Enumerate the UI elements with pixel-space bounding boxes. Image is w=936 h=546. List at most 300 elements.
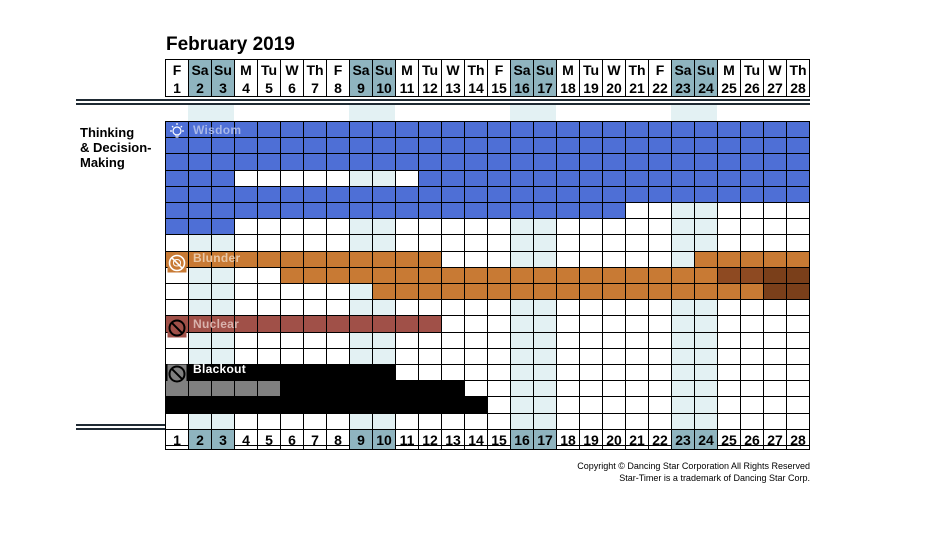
grid-cell [510,348,534,365]
grid-cell [257,413,281,430]
spacer-cell [280,105,303,121]
day-number: 26 [744,80,760,96]
grid-cell [280,137,304,154]
grid-cell [694,251,718,268]
grid-cell [372,267,396,284]
day-name: M [401,62,413,78]
grid-cell [464,283,488,300]
grid-cell [763,283,787,300]
grid-cell [349,234,373,251]
grid-cell [786,186,810,203]
day-footer-26: 26 [740,429,764,450]
grid-cell [234,234,258,251]
grid-cell [372,218,396,235]
grid-cell [395,218,419,235]
grid-cell [717,121,741,138]
day-number: 13 [445,80,461,96]
day-number: 18 [560,80,576,96]
grid-cell [556,170,580,187]
day-footer-14: 14 [464,429,488,450]
grid-cell [280,170,304,187]
grid-cell [418,364,442,381]
grid-cell [487,153,511,170]
grid-cell [740,299,764,316]
grid-cell [280,364,304,381]
grid-cell [326,364,350,381]
grid-cell [211,396,235,413]
grid-cell [786,348,810,365]
grid-cell [648,315,672,332]
day-number: 19 [583,80,599,96]
spacer-cell [786,105,809,121]
day-number: 15 [491,80,507,96]
day-header-1 [165,59,189,97]
grid-cell [717,267,741,284]
day-name: Th [306,62,324,78]
grid-cell [717,283,741,300]
grid-cell [556,315,580,332]
grid-cell [786,396,810,413]
grid-cell [349,186,373,203]
grid-cell [648,218,672,235]
grid-cell [464,170,488,187]
grid-cell [257,251,281,268]
grid-cell [579,299,603,316]
grid-cell [303,267,327,284]
grid-cell [694,186,718,203]
grid-cell [165,299,189,316]
grid-cell [303,218,327,235]
grid-cell [533,396,557,413]
grid-cell [579,283,603,300]
grid-cell [786,218,810,235]
grid-cell [694,413,718,430]
grid-cell [257,364,281,381]
grid-cell [326,396,350,413]
day-number: 12 [422,80,438,96]
grid-cell [464,186,488,203]
grid-cell [740,283,764,300]
grid-cell [395,413,419,430]
day-number: 7 [311,80,319,96]
day-footer-7: 7 [303,429,327,450]
grid-cell [671,315,695,332]
grid-cell [579,332,603,349]
grid-cell [740,186,764,203]
grid-cell [648,137,672,154]
grid-cell [395,267,419,284]
grid-cell [326,137,350,154]
grid-cell [464,153,488,170]
grid-cell [556,202,580,219]
grid-cell [533,364,557,381]
day-header-24 [694,59,718,97]
grid-cell [487,137,511,154]
grid-cell [257,299,281,316]
band-label-wisdom: Wisdom [193,123,242,137]
grid-cell [165,202,189,219]
grid-cell [510,186,534,203]
grid-cell [441,315,465,332]
grid-cell [326,332,350,349]
grid-cell [165,283,189,300]
grid-cell [441,137,465,154]
grid-cell [280,267,304,284]
grid-cell [303,170,327,187]
grid-cell [533,121,557,138]
grid-cell [579,121,603,138]
day-footer-25: 25 [717,429,741,450]
grid-cell [648,234,672,251]
day-number: 14 [468,80,484,96]
grid-cell [579,348,603,365]
grid-cell [648,299,672,316]
grid-cell [579,396,603,413]
grid-cell [740,413,764,430]
day-header-5 [257,59,281,97]
grid-cell [165,413,189,430]
grid-cell [372,299,396,316]
grid-cell [257,186,281,203]
grid-cell [602,299,626,316]
grid-cell [533,218,557,235]
grid-cell [395,186,419,203]
grid-cell [349,153,373,170]
grid-cell [556,283,580,300]
grid-cell [372,121,396,138]
grid-cell [211,153,235,170]
grid-cell [694,267,718,284]
grid-cell [418,299,442,316]
grid-cell [464,299,488,316]
day-number: 17 [537,80,553,96]
grid-cell [464,413,488,430]
grid-cell [786,121,810,138]
grid-cell [349,121,373,138]
day-footer-27: 27 [763,429,787,450]
grid-cell [234,283,258,300]
grid-cell [556,267,580,284]
grid-cell [418,332,442,349]
grid-cell [740,153,764,170]
grid-cell [648,267,672,284]
grid-cell [257,332,281,349]
grid-cell [211,267,235,284]
spacer-cell [188,105,211,121]
spacer-cell [533,105,556,121]
day-name: Su [697,62,715,78]
grid-cell [717,234,741,251]
day-footer-28: 28 [786,429,810,450]
grid-cell [510,218,534,235]
grid-cell [602,413,626,430]
grid-cell [602,121,626,138]
day-number: 16 [514,80,530,96]
grid-cell [372,315,396,332]
grid-cell [349,396,373,413]
grid-cell [648,348,672,365]
day-footer-5: 5 [257,429,281,450]
grid-cell [648,283,672,300]
grid-cell [326,283,350,300]
grid-cell [671,186,695,203]
grid-cell [510,251,534,268]
grid-cell [694,170,718,187]
grid-cell [625,413,649,430]
grid-cell [257,315,281,332]
day-footer-20: 20 [602,429,626,450]
grid-cell [326,380,350,397]
grid-cell [694,348,718,365]
grid-cell [556,186,580,203]
day-header-22 [648,59,672,97]
spacer-cell [165,105,188,121]
grid-cell [257,283,281,300]
grid-cell [464,137,488,154]
grid-cell [234,413,258,430]
section-label: Thinking & Decision- Making [80,125,152,170]
grid-cell [625,186,649,203]
grid-cell [211,202,235,219]
grid-cell [418,251,442,268]
grid-cell [418,186,442,203]
grid-cell [648,251,672,268]
day-number: 23 [675,80,691,96]
grid-cell [211,283,235,300]
grid-cell [418,137,442,154]
day-number: 2 [196,80,204,96]
day-name: M [723,62,735,78]
spacer-cell [441,105,464,121]
grid-cell [602,283,626,300]
grid-cell [671,202,695,219]
grid-cell [234,299,258,316]
grid-cell [487,396,511,413]
grid-cell [786,380,810,397]
grid-cell [671,121,695,138]
grid-cell [372,186,396,203]
grid-cell [717,380,741,397]
grid-cell [188,413,212,430]
spacer-cell [694,105,717,121]
grid-cell [349,267,373,284]
grid-cell [372,396,396,413]
spacer-cell [602,105,625,121]
grid-cell [487,283,511,300]
grid-cell [395,332,419,349]
grid-cell [694,380,718,397]
day-header-7 [303,59,327,97]
grid-cell [671,348,695,365]
grid-cell [671,380,695,397]
grid-cell [372,251,396,268]
grid-cell [349,348,373,365]
day-footer-13: 13 [441,429,465,450]
grid-cell [464,364,488,381]
no-symbol-icon [167,364,187,384]
grid-cell [234,153,258,170]
day-name: Sa [674,62,692,78]
grid-cell [625,137,649,154]
grid-cell [625,332,649,349]
grid-cell [694,153,718,170]
grid-cell [188,153,212,170]
grid-cell [303,234,327,251]
grid-cell [602,267,626,284]
grid-cell [487,267,511,284]
grid-cell [303,315,327,332]
grid-cell [556,332,580,349]
day-name: Su [214,62,232,78]
grid-cell [257,396,281,413]
grid-cell [625,380,649,397]
grid-cell [579,413,603,430]
grid-cell [556,396,580,413]
grid-cell [303,396,327,413]
grid-cell [487,299,511,316]
grid-cell [533,299,557,316]
grid-cell [257,218,281,235]
grid-cell [717,299,741,316]
day-name: Tu [743,62,761,78]
grid-cell [510,170,534,187]
grid-cell [372,234,396,251]
spacer-cell [556,105,579,121]
grid-cell [602,380,626,397]
grid-cell [671,218,695,235]
grid-cell [418,315,442,332]
day-number: 9 [357,80,365,96]
grid-cell [510,234,534,251]
copyright-notice [577,460,810,484]
grid-cell [372,153,396,170]
grid-cell [395,121,419,138]
day-header-8 [326,59,350,97]
day-name: F [655,62,665,78]
day-name: Tu [260,62,278,78]
day-number: 4 [242,80,250,96]
grid-cell [786,283,810,300]
grid-cell [763,218,787,235]
grid-cell [763,121,787,138]
grid-cell [418,283,442,300]
grid-cell [602,234,626,251]
grid-cell [740,202,764,219]
grid-cell [464,396,488,413]
grid-cell [740,170,764,187]
grid-cell [303,413,327,430]
grid-cell [441,380,465,397]
grid-cell [441,170,465,187]
grid-cell [372,413,396,430]
grid-cell [740,234,764,251]
grid-cell [188,137,212,154]
spacer-cell [326,105,349,121]
day-name: Sa [513,62,531,78]
day-footer-16: 16 [510,429,534,450]
grid-cell [648,153,672,170]
grid-cell [625,348,649,365]
grid-cell [326,170,350,187]
grid-cell [234,332,258,349]
spacer-cell [303,105,326,121]
grid-cell [280,413,304,430]
grid-cell [763,348,787,365]
grid-cell [326,218,350,235]
grid-cell [487,348,511,365]
day-footer-10: 10 [372,429,396,450]
day-header-11 [395,59,419,97]
day-header-6 [280,59,304,97]
grid-cell [349,332,373,349]
day-name: W [446,62,460,78]
grid-cell [648,364,672,381]
grid-cell [487,251,511,268]
grid-cell [487,121,511,138]
grid-cell [280,153,304,170]
grid-cell [487,234,511,251]
grid-cell [211,218,235,235]
grid-cell [625,283,649,300]
grid-cell [418,121,442,138]
grid-cell [533,202,557,219]
copyright-text: Copyright © Dancing Star Corporation All Rights Reserved [577,461,810,471]
grid-cell [625,267,649,284]
spacer-cell [510,105,533,121]
grid-cell [602,218,626,235]
day-header-28 [786,59,810,97]
spacer-cell [372,105,395,121]
grid-cell [372,380,396,397]
grid-cell [441,218,465,235]
grid-cell [648,202,672,219]
grid-cell [257,170,281,187]
day-header-19 [579,59,603,97]
day-footer-1: 1 [165,429,189,450]
grid-cell [234,137,258,154]
grid-cell [395,299,419,316]
grid-cell [441,153,465,170]
grid-cell [533,153,557,170]
grid-cell [786,315,810,332]
grid-cell [556,348,580,365]
grid-cell [740,380,764,397]
grid-cell [349,137,373,154]
grid-cell [556,299,580,316]
grid-cell [579,234,603,251]
grid-cell [257,202,281,219]
spacer-cell [579,105,602,121]
grid-cell [326,202,350,219]
grid-cell [188,283,212,300]
day-number: 22 [652,80,668,96]
grid-cell [211,234,235,251]
grid-cell [487,170,511,187]
grid-cell [717,413,741,430]
grid-cell [487,186,511,203]
grid-cell [280,202,304,219]
grid-cell [533,251,557,268]
grid-cell [395,153,419,170]
day-name: Su [375,62,393,78]
spacer-cell [763,105,786,121]
grid-cell [188,218,212,235]
grid-cell [349,299,373,316]
grid-cell [717,348,741,365]
grid-cell [349,283,373,300]
grid-cell [395,348,419,365]
grid-cell [211,186,235,203]
